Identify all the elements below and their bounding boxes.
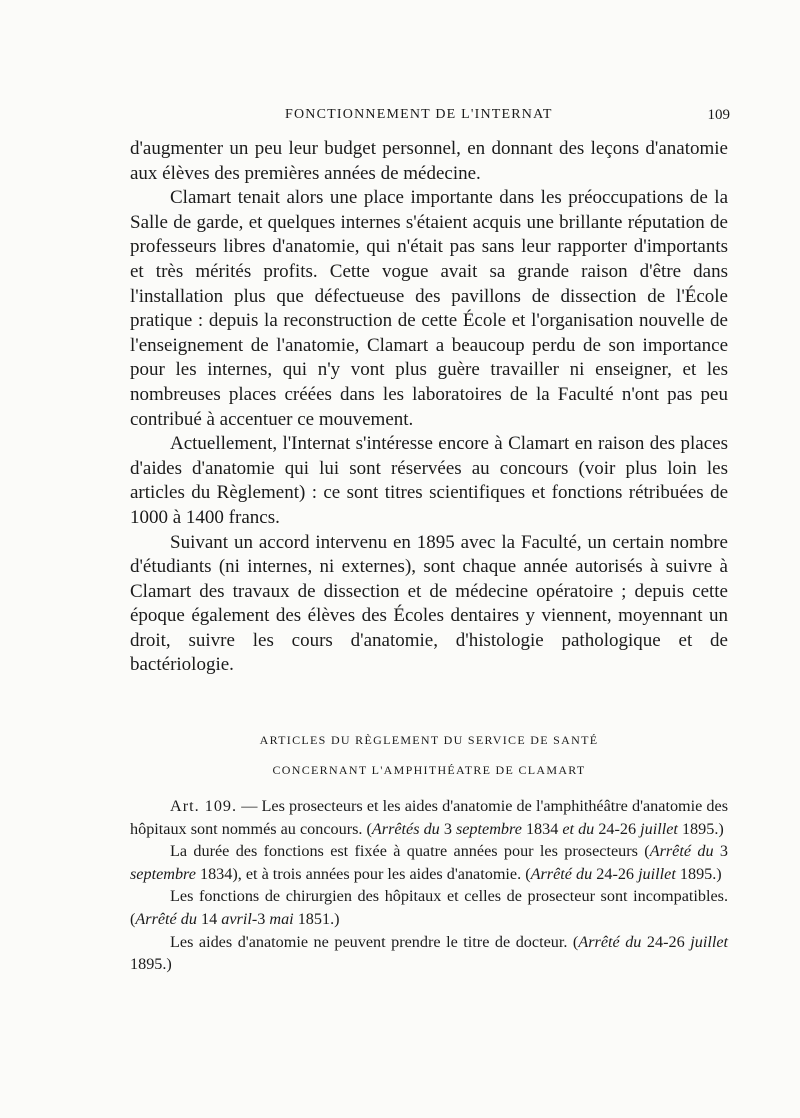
article-incompatibility: Les fonctions de chirurgien des hôpitaux et celles de prosecteur sont incompatibles. (Arrêté du 14 avril-3 mai 1851.): [130, 887, 728, 928]
paragraph-4: Suivant un accord intervenu en 1895 avec la Faculté, un certain nombre d'étudiants (ni internes, ni externes), sont chaque année autorisés à suivre à Clamart des travaux de dissection et de médecine opératoire ; depuis cette époque également des élèves des Écoles dentaires y viennent, moyennant un droit, suivre les cours d'anatomie, d'histologie pathologique et de bactériologie.: [130, 531, 728, 676]
article-label: Art. 109.: [170, 797, 238, 815]
regulation-articles: [130, 795, 728, 976]
paragraph-3: Actuellement, l'Internat s'intéresse encore à Clamart en raison des places d'aides d'anatomie qui lui sont réservées au concours (voir plus loin les articles du Règlement) : ce sont titres scientifiques et fonctions rétribuées de 1000 à 1400 francs.: [130, 433, 728, 528]
article-doctor-title: Les aides d'anatomie ne peuvent prendre le titre de docteur. (Arrêté du 24-26 juillet 1895.): [130, 932, 728, 974]
article-109: Art. 109. — Les prosecteurs et les aides d'anatomie de l'amphithéâtre d'anatomie des hôpitaux sont nommés au concours. (Arrêtés du 3 septembre 1834 et du 24-26 juillet 1895.): [130, 797, 729, 838]
article-duration: La durée des fonctions est fixée à quatre années pour les prosecteurs (Arrêté du 3 septembre 1834), et à trois années pour les aides d'anatomie. (Arrêté du 24-26 juillet 1895.): [130, 842, 729, 883]
main-text: [130, 137, 728, 678]
running-title: FONCTIONNEMENT DE L'INTERNAT: [285, 107, 553, 122]
paragraph-1: d'augmenter un peu leur budget personnel, en donnant des leçons d'anatomie aux élèves des premières années de médecine.: [130, 138, 728, 184]
paragraph-2: Clamart tenait alors une place importante dans les préoccupations de la Salle de garde, et quelques internes s'étaient acquis une brillante réputation de professeurs libres d'anatomie, qui n'était pas sans leur rapporter d'importants et très mérités profits. Cette vogue avait sa grande raison d'être dans l'installation plus que défectueuse des pavillons de dissection de l'École pratique : depuis la reconstruction de cette École et l'organisation nouvelle de l'enseignement de l'anatomie, Clamart a beaucoup perdu de son importance pour les internes, qui n'y vont plus guère travailler ni enseigner, et les nombreuses places créées dans les laboratoires de la Faculté n'ont pas peu contribué à accentuer ce mouvement.: [130, 187, 728, 430]
section-heading-line-1: ARTICLES DU RÈGLEMENT DU SERVICE DE SANTÉ: [259, 733, 599, 747]
section-heading-line-2: CONCERNANT L'AMPHITHÉATRE DE CLAMART: [272, 763, 586, 777]
page-header: [130, 103, 730, 131]
page-number: 109: [707, 107, 730, 123]
